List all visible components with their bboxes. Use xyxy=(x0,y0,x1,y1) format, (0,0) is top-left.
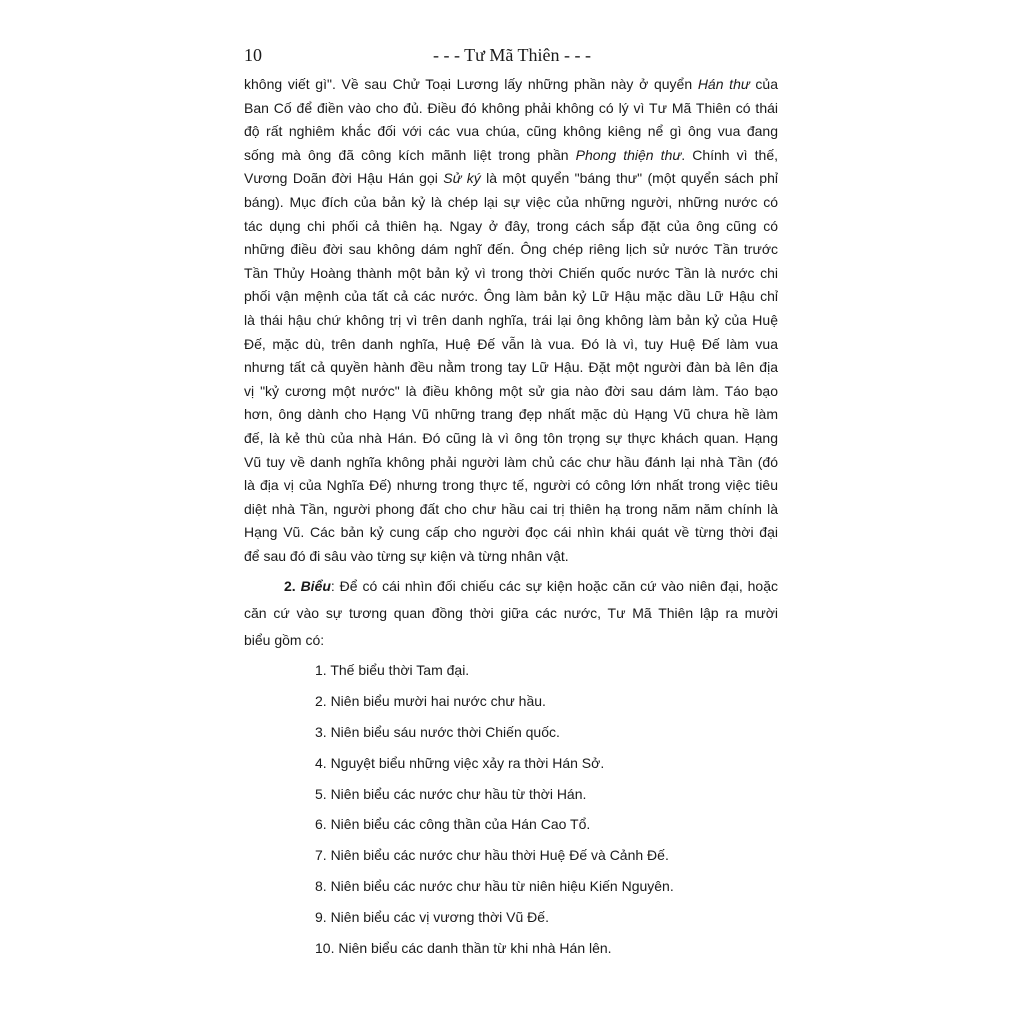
text-segment: diệt nhà Tần, người phong đất cho chư hầu cai trị thiên hạ trong năm năm chính là xyxy=(244,500,778,517)
text-line xyxy=(244,285,778,309)
text-line xyxy=(244,333,778,357)
paragraph-bieu xyxy=(244,573,778,654)
text-line xyxy=(244,238,778,262)
text-segment: không viết gì". Về sau Chử Toại Lương lấy những phần này ở quyển xyxy=(244,76,698,92)
list-item: 6. Niên biểu các công thần của Hán Cao Tổ. xyxy=(315,816,591,833)
text-segment: để sau đó đi sâu vào từng sự kiện và từng nhân vật. xyxy=(244,547,569,564)
list-item: 4. Nguyệt biểu những việc xảy ra thời Hán Sở. xyxy=(315,754,605,771)
text-line xyxy=(244,356,778,380)
text-segment: là địa vị của Nghĩa Đế) nhưng trong thực tế, người có công lớn nhất trong việc tiêu xyxy=(244,477,778,494)
text-line xyxy=(244,144,778,168)
text-segment: là một quyển "báng thư" (một quyển sách phỉ xyxy=(480,170,778,187)
text-segment: phối vận mệnh của tất cả các nước. Ông làm bản kỷ Lữ Hậu mặc dầu Lữ Hậu chỉ xyxy=(244,288,778,305)
text-segment: Vũ tuy về danh nghĩa không phải người làm chủ các chư hầu đánh lại nhà Tần (đó xyxy=(244,453,778,470)
text-line xyxy=(244,427,778,451)
italic-title-text: Phong thiện thư xyxy=(575,146,682,163)
text-line xyxy=(244,545,778,569)
text-segment: Ban Cố để điền vào cho đủ. Điều đó không phải không có lý vì Tư Mã Thiên có thái xyxy=(244,99,778,116)
text-segment: biểu gồm có: xyxy=(244,632,325,649)
list-item: 1. Thế biểu thời Tam đại. xyxy=(315,662,470,679)
text-line xyxy=(244,573,778,600)
list-item: 3. Niên biểu sáu nước thời Chiến quốc. xyxy=(315,724,560,741)
text-segment: của xyxy=(749,76,778,92)
text-segment: Tần Thủy Hoàng thành một bản kỷ vì trong thời Chiến quốc nước Tần là nước chi xyxy=(244,264,778,281)
text-line xyxy=(244,403,778,427)
list-item: 7. Niên biểu các nước chư hầu thời Huệ Đế và Cảnh Đế. xyxy=(315,847,669,864)
text-line xyxy=(244,600,778,627)
text-segment: hơn, ông dành cho Hạng Vũ những trang đẹp nhất mặc dù Hạng Vũ chưa hề làm xyxy=(244,406,778,423)
text-segment: . Chính vì thế, xyxy=(681,146,778,163)
running-title: - - - Tư Mã Thiên - - - xyxy=(432,45,592,65)
text-segment: độ rất nghiêm khắc đối với các vua chúa, cũng không kiêng nể gì ông vua đang xyxy=(244,123,778,140)
bieu-list xyxy=(315,655,778,963)
text-segment: nhưng tất cả quyền hành đều nằm trong tay Lữ Hậu. Đặt một người đàn bà lên địa xyxy=(244,359,778,376)
italic-title-text xyxy=(301,578,331,594)
text-line xyxy=(244,191,778,215)
italic-title-text: Sử ký xyxy=(443,170,481,187)
text-segment: căn cứ vào sự tương quan đồng thời giữa các nước, Tư Mã Thiên lập ra mười xyxy=(244,605,778,622)
text-line xyxy=(244,498,778,522)
text-segment: những điều đời sau không dám nghĩ đến. Ông chép riêng lịch sử nước Tần trước xyxy=(244,241,778,258)
text-line xyxy=(244,97,778,121)
text-segment: Đế, mặc dù, trên danh nghĩa, Huệ Đế vẫn là vua. Đó là vì, tuy Huệ Đế làm vua xyxy=(244,335,778,352)
text-line xyxy=(244,380,778,404)
text-segment: Vương Doãn đời Hậu Hán gọi xyxy=(244,170,444,187)
text-segment: : Để có cái nhìn đối chiếu các sự kiện hoặc căn cứ vào niên đại, hoặc xyxy=(330,578,778,595)
page-number: 10 xyxy=(244,45,262,65)
text-line xyxy=(244,262,778,286)
emphasis-text: Biểu xyxy=(300,578,331,595)
text-line xyxy=(244,167,778,191)
text-segment: là thái hậu chứ không trị vì trên danh nghĩa, trái lại ông không làm bản kỷ của Huệ xyxy=(244,311,778,328)
italic-title-text: Hán thư xyxy=(697,76,750,92)
list-item: 5. Niên biểu các nước chư hầu từ thời Hán. xyxy=(315,785,587,802)
text-segment: 2. xyxy=(284,578,301,595)
page-body xyxy=(244,73,778,963)
text-segment: đế, là kẻ thù của nhà Hán. Đó cũng là vì ông tôn trọng sự thực khách quan. Hạng xyxy=(244,429,778,446)
text-line xyxy=(244,73,778,97)
text-line xyxy=(244,474,778,498)
text-line xyxy=(244,451,778,475)
text-segment: vị "kỷ cương một nước" là điều không một sử gia nào đời sau dám làm. Táo bạo xyxy=(244,382,778,399)
list-item: 8. Niên biểu các nước chư hầu từ niên hiệu Kiến Nguyên. xyxy=(315,878,674,895)
text-segment: Hạng Vũ. Các bản kỷ cung cấp cho người đọc cái nhìn khái quát về từng thời đại xyxy=(244,524,778,541)
text-segment: sống mà ông đã công kích mãnh liệt trong phần xyxy=(244,146,576,163)
text-line xyxy=(244,120,778,144)
text-line xyxy=(244,627,778,654)
text-line xyxy=(244,215,778,239)
paragraph-ban-ky xyxy=(244,73,778,568)
text-line xyxy=(244,309,778,333)
list-item: 9. Niên biểu các vị vương thời Vũ Đế. xyxy=(315,908,549,925)
text-line xyxy=(244,521,778,545)
text-segment: tác dụng chi phối cả thiên hạ. Ngay ở đây, trong cách sắp đặt của ông cũng có xyxy=(244,217,778,234)
list-item: 2. Niên biểu mười hai nước chư hầu. xyxy=(315,693,546,710)
text-segment: báng). Mục đích của bản kỷ là chép lại sự việc của những người, những nước có xyxy=(244,193,778,210)
list-item: 10. Niên biểu các danh thần từ khi nhà Hán lên. xyxy=(315,939,612,956)
